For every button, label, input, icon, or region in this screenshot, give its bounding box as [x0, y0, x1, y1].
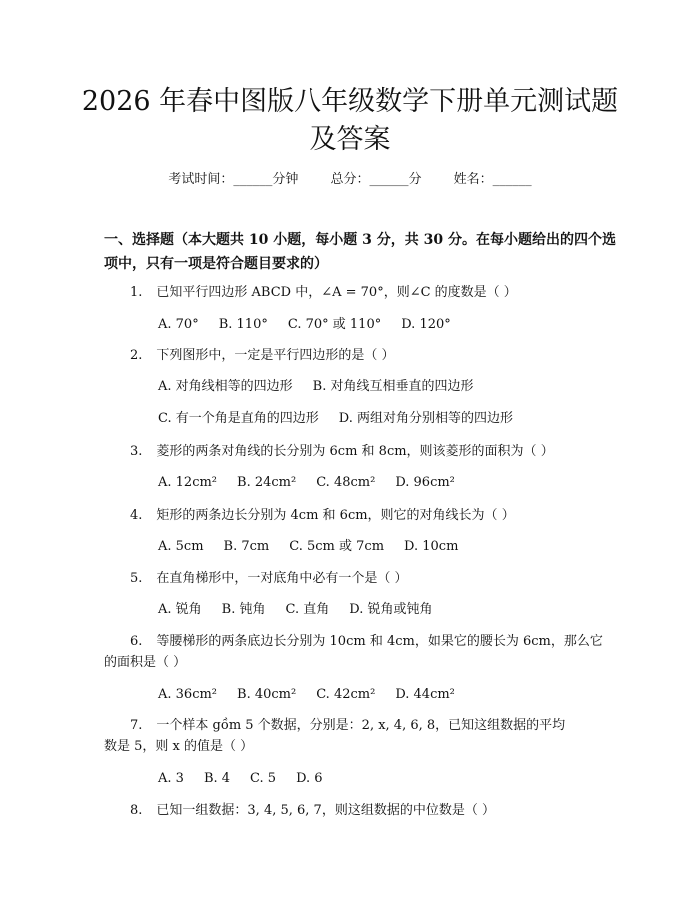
option-c: C. 5cm 或 7cm: [289, 539, 385, 554]
title-line-1: 2026 年春中图版八年级数学下册单元测试题: [81, 86, 619, 117]
question-3: [130, 443, 554, 461]
section-heading-line-2: 项中，只有一项是符合题目要求的）: [104, 256, 328, 272]
question-5: [130, 570, 408, 588]
option-a: A. 70°: [158, 317, 199, 332]
option-d: D. 两组对角分别相等的四边形: [338, 411, 513, 426]
question-text: 等腰梯形的两条底边长分别为 10cm 和 4cm，如果它的腰长为 6cm，那么它: [156, 634, 603, 649]
question-1-options: [158, 316, 471, 334]
option-a: A. 36cm²: [158, 687, 218, 702]
question-number: 6.: [130, 634, 143, 649]
question-number: 1.: [130, 285, 143, 300]
option-b: B. 24cm²: [237, 475, 297, 490]
option-b: B. 110°: [218, 317, 268, 332]
question-2-options-row-1: [158, 378, 493, 396]
option-b: B. 4: [203, 771, 231, 786]
question-2: [130, 347, 395, 365]
question-6: [130, 633, 603, 651]
question-text: 已知平行四边形 ABCD 中，∠A = 70°，则∠C 的度数是（ ）: [156, 285, 517, 300]
section-heading: [104, 228, 624, 276]
question-number: 2.: [130, 348, 143, 363]
option-a: A. 锐角: [158, 602, 202, 617]
option-a: A. 对角线相等的四边形: [158, 379, 293, 394]
total-score: 总分：______分: [330, 172, 422, 187]
question-4-options: [158, 538, 478, 556]
option-d: D. 96cm²: [395, 475, 455, 490]
option-a: A. 12cm²: [158, 475, 218, 490]
option-c: C. 直角: [285, 602, 330, 617]
option-a: A. 5cm: [158, 539, 204, 554]
question-text: 菱形的两条对角线的长分别为 6cm 和 8cm，则该菱形的面积为（ ）: [156, 444, 554, 459]
student-name: 姓名：______: [453, 172, 532, 187]
option-b: B. 7cm: [223, 539, 270, 554]
exam-meta: [0, 168, 700, 187]
question-number: 3.: [130, 444, 143, 459]
question-number: 5.: [130, 571, 143, 586]
question-text: 一个样本 gồm 5 个数据，分别是：2, x, 4, 6, 8，已知这组数据的平均: [156, 718, 566, 733]
question-7-continuation: 数是 5，则 x 的值是（ ）: [104, 739, 254, 754]
question-4: [130, 507, 515, 525]
question-text: 下列图形中，一定是平行四边形的是（ ）: [156, 348, 395, 363]
option-c: C. 5: [250, 771, 277, 786]
question-7: [130, 717, 565, 735]
question-6-options: [158, 686, 475, 704]
question-2-options-row-2: [158, 410, 533, 428]
question-8: [130, 802, 495, 820]
question-number: 4.: [130, 508, 143, 523]
option-c: C. 42cm²: [316, 687, 376, 702]
option-c: C. 有一个角是直角的四边形: [158, 411, 319, 426]
option-d: D. 44cm²: [395, 687, 455, 702]
option-d: D. 6: [296, 771, 323, 786]
exam-time: 考试时间：______分钟: [168, 172, 299, 187]
option-b: B. 40cm²: [237, 687, 297, 702]
question-text: 矩形的两条边长分别为 4cm 和 6cm，则它的对角线长为（ ）: [156, 508, 515, 523]
question-text: 在直角梯形中，一对底角中必有一个是（ ）: [156, 571, 408, 586]
option-d: D. 锐角或钝角: [349, 602, 433, 617]
question-1: [130, 284, 517, 302]
option-a: A. 3: [158, 771, 184, 786]
question-text: 已知一组数据：3, 4, 5, 6, 7，则这组数据的中位数是（ ）: [156, 803, 495, 818]
question-3-options: [158, 474, 475, 492]
option-d: D. 10cm: [404, 539, 459, 554]
option-c: C. 70° 或 110°: [287, 317, 382, 332]
option-c: C. 48cm²: [316, 475, 376, 490]
question-number: 8.: [130, 803, 143, 818]
option-b: B. 钝角: [221, 602, 266, 617]
option-d: D. 120°: [401, 317, 451, 332]
question-6-continuation: 的面积是（ ）: [104, 655, 187, 670]
option-b: B. 对角线互相垂直的四边形: [312, 379, 474, 394]
question-5-options: [158, 601, 452, 619]
title-line-2: 及答案: [309, 124, 391, 155]
section-heading-line-1: 一、选择题（本大题共 10 小题，每小题 3 分，共 30 分。在每小题给出的四个选: [104, 232, 616, 248]
question-7-options: [158, 770, 343, 788]
question-number: 7.: [130, 718, 143, 733]
